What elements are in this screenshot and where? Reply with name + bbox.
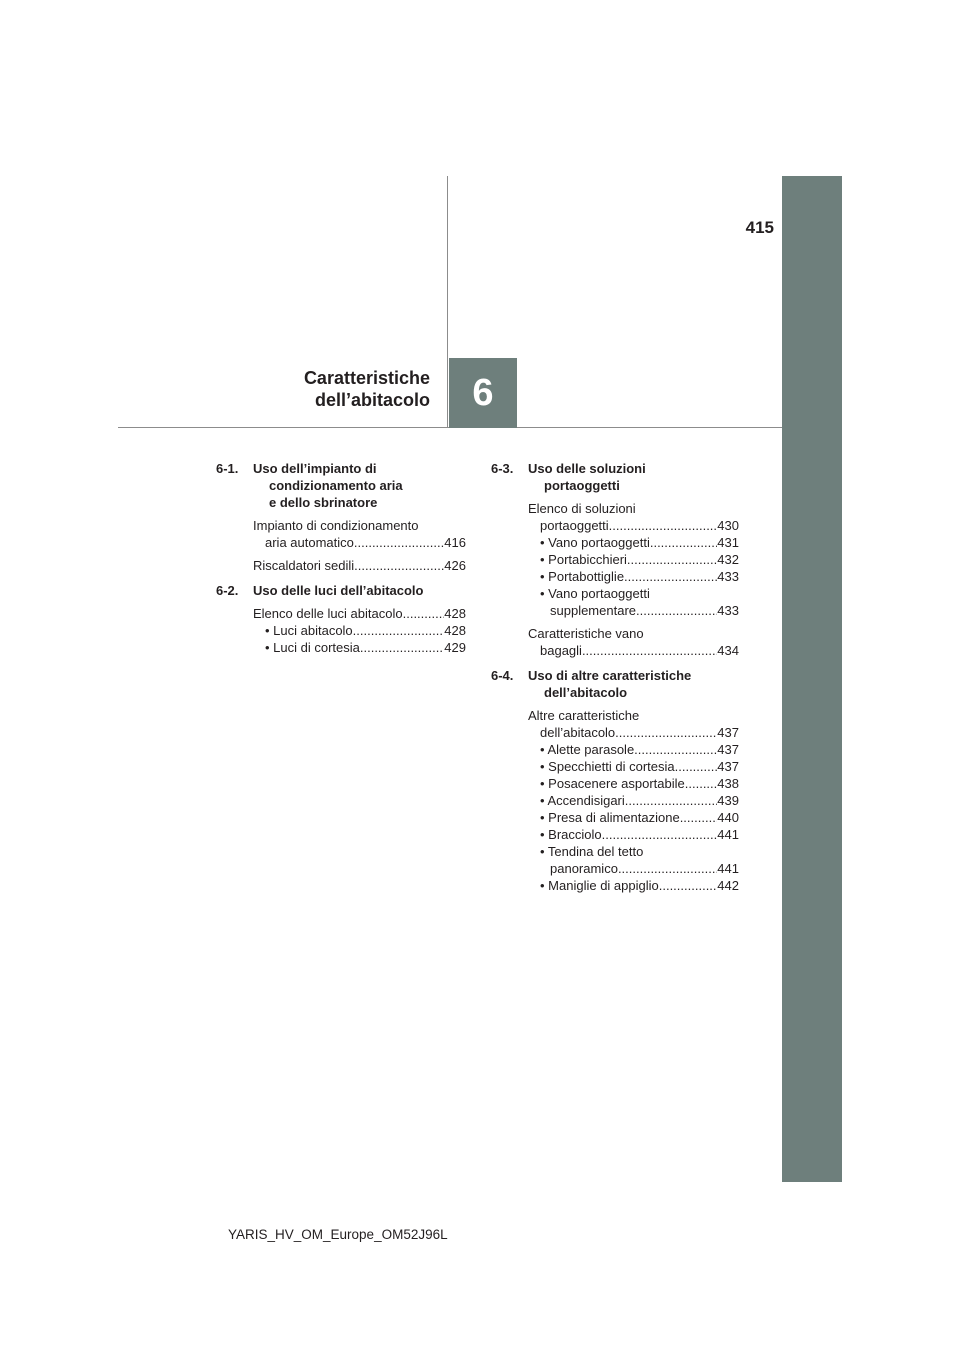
toc-section-title-line: Uso di altre caratteristiche xyxy=(528,668,692,683)
toc-page-number: 426 xyxy=(444,558,466,573)
toc-leader-dots xyxy=(582,642,717,659)
toc-entry-text: • Portabottiglie xyxy=(540,569,625,584)
toc-leader-dots xyxy=(680,809,718,826)
toc-section-title xyxy=(528,667,739,701)
toc-page-number: 441 xyxy=(717,827,739,842)
toc-entry-text: • Maniglie di appiglio xyxy=(540,878,659,893)
toc-section-title-line: portaoggetti xyxy=(544,478,620,493)
toc-page-number: 430 xyxy=(717,518,739,533)
toc-section-heading[interactable] xyxy=(491,460,739,494)
toc-entry-row xyxy=(265,639,466,656)
chapter-title-line1: Caratteristiche xyxy=(303,368,430,388)
toc-entry-text: • Vano portaoggetti xyxy=(540,535,650,550)
toc-entry-text: • Bracciolo xyxy=(540,827,602,842)
toc-entry-row xyxy=(265,622,466,639)
toc-entries xyxy=(216,517,466,574)
toc-section-title-line: Uso dell’impianto di xyxy=(253,461,377,476)
toc-leader-dots xyxy=(675,758,718,775)
toc-section-title xyxy=(528,460,739,494)
toc-page-number: 440 xyxy=(717,810,739,825)
toc-entry-line: Elenco di soluzioni xyxy=(528,501,636,516)
toc-section-title-line: Uso delle luci dell’abitacolo xyxy=(253,583,424,598)
toc-subentry[interactable] xyxy=(528,758,739,775)
toc-entry-text: • Posacenere asportabile xyxy=(540,776,685,791)
toc-section-heading[interactable] xyxy=(216,582,466,599)
toc-subentry[interactable] xyxy=(528,551,739,568)
chapter-tab-bar xyxy=(782,176,842,1182)
toc-section-number: 6-1. xyxy=(216,461,239,476)
toc-entry-line: Altre caratteristiche xyxy=(528,708,640,723)
toc-leader-dots xyxy=(650,534,717,551)
document-footer-code: YARIS_HV_OM_Europe_OM52J96L xyxy=(228,1227,448,1242)
toc-entry-text: • Alette parasole xyxy=(540,742,635,757)
toc-leader-dots xyxy=(659,877,718,894)
toc-entry-text: aria automatico xyxy=(265,535,354,550)
toc-entry-row xyxy=(540,775,739,792)
toc-section-number: 6-2. xyxy=(216,583,239,598)
toc-section-title-line: Uso delle soluzioni xyxy=(528,461,646,476)
toc-entry-text: • Accendisigari xyxy=(540,793,625,808)
toc-section-title-line: condizionamento aria xyxy=(269,478,403,493)
toc-page-number: 434 xyxy=(717,643,739,658)
toc-leader-dots xyxy=(354,557,444,574)
toc-leader-dots xyxy=(627,551,717,568)
toc-entry[interactable] xyxy=(528,500,739,619)
toc-entry-row xyxy=(528,724,739,741)
toc-section xyxy=(216,582,466,656)
toc-subentry[interactable] xyxy=(528,792,739,809)
toc-page-number: 416 xyxy=(444,535,466,550)
toc-column-left xyxy=(216,460,466,664)
chapter-number-box xyxy=(449,358,517,428)
toc-entry-text: Riscaldatori sedili xyxy=(253,558,355,573)
toc-page-number: 437 xyxy=(717,759,739,774)
toc-page-number: 433 xyxy=(717,603,739,618)
toc-entry-row xyxy=(540,826,739,843)
toc-page-number: 439 xyxy=(717,793,739,808)
toc-page-number: 431 xyxy=(717,535,739,550)
toc-entry-line: • Tendina del tetto xyxy=(540,844,644,859)
toc-leader-dots xyxy=(602,826,718,843)
toc-entry-row xyxy=(540,741,739,758)
toc-entry-line: Impianto di condizionamento xyxy=(253,518,419,533)
toc-page-number: 442 xyxy=(717,878,739,893)
toc-page-number: 437 xyxy=(717,725,739,740)
toc-section xyxy=(491,460,739,659)
toc-entries xyxy=(491,707,739,894)
toc-page-number: 433 xyxy=(717,569,739,584)
toc-entry-row xyxy=(253,605,466,622)
toc-subentry[interactable] xyxy=(528,843,739,877)
toc-section-title xyxy=(253,582,466,599)
toc-leader-dots xyxy=(609,517,718,534)
toc-section-title xyxy=(253,460,466,511)
toc-section-title-line: dell’abitacolo xyxy=(544,685,628,700)
toc-section xyxy=(216,460,466,574)
toc-page-number: 428 xyxy=(444,606,466,621)
toc-entry-row xyxy=(253,534,466,551)
toc-entry-line: Caratteristiche vano xyxy=(528,626,644,641)
toc-leader-dots xyxy=(636,602,717,619)
toc-subentry[interactable] xyxy=(253,622,466,639)
toc-entry-row xyxy=(540,792,739,809)
toc-leader-dots xyxy=(624,568,717,585)
toc-entry-text: bagagli xyxy=(540,643,582,658)
toc-subentry[interactable] xyxy=(528,741,739,758)
toc-entry-row xyxy=(540,551,739,568)
toc-entry-row xyxy=(540,877,739,894)
toc-subentry[interactable] xyxy=(253,639,466,656)
toc-leader-dots xyxy=(403,605,445,622)
toc-subentry[interactable] xyxy=(528,877,739,894)
toc-column-right xyxy=(491,460,739,902)
toc-entries xyxy=(216,605,466,656)
toc-page-number: 432 xyxy=(717,552,739,567)
toc-subentry[interactable] xyxy=(528,809,739,826)
toc-subentry[interactable] xyxy=(528,826,739,843)
toc-section-number: 6-4. xyxy=(491,668,514,683)
chapter-title xyxy=(240,367,430,411)
toc-page-number: 429 xyxy=(444,640,466,655)
toc-leader-dots xyxy=(625,792,718,809)
header-vertical-rule xyxy=(447,176,448,428)
toc-entry-text: • Presa di alimentazione xyxy=(540,810,680,825)
toc-entry-text: portaoggetti xyxy=(540,518,609,533)
toc-entry-text: dell’abitacolo xyxy=(540,725,616,740)
toc-entry[interactable] xyxy=(528,707,739,894)
toc-leader-dots xyxy=(354,534,444,551)
toc-entry[interactable] xyxy=(253,517,466,551)
toc-entry-row xyxy=(528,517,739,534)
toc-leader-dots xyxy=(685,775,718,792)
toc-entry-text: supplementare xyxy=(550,603,636,618)
toc-entry-row xyxy=(253,557,466,574)
toc-section-heading[interactable] xyxy=(216,460,466,511)
toc-subentry[interactable] xyxy=(528,534,739,551)
toc-entries xyxy=(491,500,739,659)
toc-entry-text: • Luci abitacolo xyxy=(265,623,353,638)
toc-page-number: 441 xyxy=(717,861,739,876)
toc-section-title-line: e dello sbrinatore xyxy=(269,495,378,510)
toc-leader-dots xyxy=(634,741,717,758)
page-number: 415 xyxy=(745,218,774,237)
toc-entry-text: panoramico xyxy=(550,861,618,876)
toc-subentry[interactable] xyxy=(528,585,739,619)
chapter-number: 6 xyxy=(472,371,494,414)
toc-entry-row xyxy=(540,758,739,775)
toc-subentry[interactable] xyxy=(528,775,739,792)
toc-page-number: 428 xyxy=(444,623,466,638)
toc-entry[interactable] xyxy=(253,557,466,574)
toc-entry-row xyxy=(540,534,739,551)
toc-entry[interactable] xyxy=(528,625,739,659)
toc-entry-row xyxy=(540,568,739,585)
toc-section-heading[interactable] xyxy=(491,667,739,701)
toc-page-number: 437 xyxy=(717,742,739,757)
toc-entry-text: • Luci di cortesia xyxy=(265,640,360,655)
toc-entry-row xyxy=(540,602,739,619)
toc-entry-row xyxy=(528,642,739,659)
toc-entry-line: • Vano portaoggetti xyxy=(540,586,650,601)
toc-entry-text: Elenco delle luci abitacolo xyxy=(253,606,403,621)
toc-entry-text: • Portabicchieri xyxy=(540,552,627,567)
toc-entry-row xyxy=(540,809,739,826)
toc-page-number: 438 xyxy=(717,776,739,791)
toc-entry[interactable] xyxy=(253,605,466,656)
toc-section-number: 6-3. xyxy=(491,461,514,476)
toc-entry-row xyxy=(540,860,739,877)
toc-leader-dots xyxy=(618,860,717,877)
chapter-title-line2: dell’abitacolo xyxy=(314,390,430,410)
toc-entry-text: • Specchietti di cortesia xyxy=(540,759,675,774)
toc-subentry[interactable] xyxy=(528,568,739,585)
toc-leader-dots xyxy=(353,622,445,639)
toc-section xyxy=(491,667,739,894)
toc-leader-dots xyxy=(360,639,444,656)
toc-leader-dots xyxy=(615,724,717,741)
